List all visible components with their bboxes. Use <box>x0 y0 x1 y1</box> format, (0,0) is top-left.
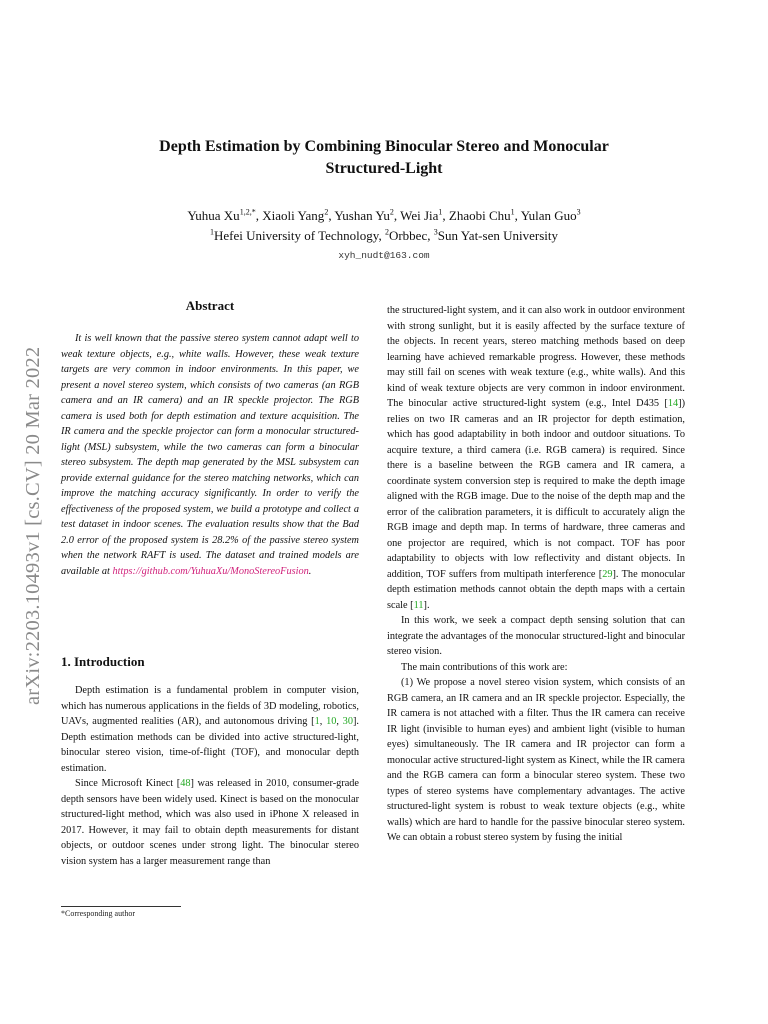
abstract-end: . <box>308 565 312 577</box>
github-link[interactable]: https://github.com/YuhuaXu/MonoStereoFusion <box>112 565 309 577</box>
citation-link[interactable]: 48 <box>180 778 191 789</box>
author: Xiaoli Yang <box>262 208 325 223</box>
affiliation-list: $^1$Hefei University of Technology, $^2$Orbbec, $^3$Sun Yat-sen University <box>210 227 558 243</box>
author-email[interactable]: xyh_nudt@163.com <box>338 250 430 261</box>
arxiv-stamp: arXiv:2203.10493v1 [cs.CV] 20 Mar 2022 <box>22 346 44 705</box>
author-sup: 2 <box>389 207 394 217</box>
right-paragraph-2: In this work, we seek a compact depth sensing solution that can integrate the advantages of the monocular structured-light and binocular stereo vision. <box>387 615 685 657</box>
right-paragraph-1: the structured-light system, and it can also work in outdoor environment with strong sunlight, but it is easily affected by the surface texture of the objects. In recent years, stereo matching methods based on deep learning have achieved remarkable progress. However, these methods may still fail on scenes with weak texture (e.g., white walls). And this kind of weak texture objects are very common in indoor environment. The binocular active structured-light system (e.g., Intel D435 [14]) relies on two IR cameras and an IR projector for depth estimation, which has good adaptability in both indoor and outdoor situations. To acquire texture, a third camera (i.e. RGB camera) is required. Since there is a baseline between the RGB camera and IR camera, a coordinate system conversion step is required to make the depth image aligned with the RGB image. Due to the noise of the depth map and the error of the calibration parameters, it is difficult to accurately align the RGB image and depth map. In terms of hardware, three cameras and one projector are required, which is not compact. TOF has poor adaptability to objects with low reflectivity and distant objects. In addition, TOF suffers from multipath interference [29]. The monocular depth estimation methods cannot obtain the depth maps with a certain scale [11]. <box>387 305 685 611</box>
abstract-body <box>61 331 359 579</box>
right-paragraph-3: The main contributions of this work are: <box>401 661 568 673</box>
author: Yushan Yu <box>334 208 390 223</box>
right-paragraph-4: (1) We propose a novel stereo vision system, which consists of an RGB camera, an IR camera and an IR speckle projector. Especially, the IR camera is not attached with a filter. Thus the IR camera can receive IR light (invisible to human eyes) and ambient light (visible to human eyes) simultaneously. The IR camera and IR projector can form a monocular active structured-light system as Kinect, while the IR camera and the RGB camera can form a binocular stereo system. These two types of stereo systems have complementary advantages. The active structured-light system is robust to weak texture objects (e.g., white walls) which are hard to handle for the passive binocular stereo system. We can obtain a robust stereo system by fusing the initial <box>387 677 685 843</box>
affiliation: Hefei University of Technology <box>214 228 379 243</box>
intro-left-column <box>61 683 359 869</box>
author: Yuhua Xu <box>187 208 240 223</box>
author: Yulan Guo <box>520 208 577 223</box>
intro-paragraph-2: Since Microsoft Kinect [48] was released in 2010, consumer-grade depth sensors have been widely used. Kinect is based on the monocular structured-light method, which was also used in iPhone X released in 2017. However, it may fail to obtain depth measurements for distant objects, or outdoor scenes under strong light. The binocular stereo vision system has a larger measurement range than <box>61 778 359 867</box>
citation-link[interactable]: 29 <box>602 568 613 580</box>
paper-title-line-1: Depth Estimation by Combining Binocular Stereo and Monocular <box>159 138 609 155</box>
affil-sup: 3 <box>433 227 438 237</box>
author-sup: 2 <box>324 207 329 217</box>
author-sup: 1 <box>438 207 443 217</box>
section-heading-introduction: 1. Introduction <box>61 654 145 669</box>
citation-link[interactable]: 14 <box>667 398 679 409</box>
citation-link[interactable]: 11 <box>413 599 424 611</box>
author-list: Yuhua $Xu^{1,2,*}$, Xiaoli Yang$^2$, Yushan Yu$^2$, Wei Jia$^1$, Zhaobi Chu$^1$, Yulan Guo$^3$ <box>187 207 581 223</box>
author-sup: 3 <box>576 207 581 217</box>
footnote-rule <box>61 906 181 907</box>
intro-paragraph-1: Depth estimation is a fundamental problem in computer vision, which has numerous applications in the fields of 3D modeling, robotics, UAVs, augmented realities (AR), and autonomous driving [1, 10, 30]. Depth estimation methods can be divided into active structured-light, binocular stereo vision, time-of-flight (TOF), and monocular depth estimation. <box>61 685 359 774</box>
affiliation: Orbbec <box>388 228 428 243</box>
affil-sup: 1 <box>210 227 215 237</box>
paper-title-line-2: Structured-Light <box>325 160 443 177</box>
abstract-heading: Abstract <box>185 298 235 313</box>
author-sup: 1,2,* <box>239 207 256 217</box>
citation-link[interactable]: 10 <box>326 716 337 727</box>
author-sup: 1 <box>510 207 515 217</box>
right-column <box>387 303 685 846</box>
author: Wei Jia <box>400 208 439 223</box>
citation-link[interactable]: 30 <box>342 716 353 727</box>
affil-sup: 2 <box>384 227 389 237</box>
affiliation: Sun Yat-sen University <box>437 228 558 243</box>
citation-link[interactable]: 1 <box>314 716 320 727</box>
author: Zhaobi Chu <box>448 208 511 223</box>
abstract-text: It is well known that the passive stereo system cannot adapt well to weak texture objects, e.g., white walls. However, these weak texture targets are very common in indoor environments. In this paper, we present a novel stereo system, which consists of two cameras (an RGB camera and an IR camera) and an IR speckle projector. The RGB camera is used both for depth estimation and texture acquisition. The IR camera and the speckle projector can form a monocular structured-light (MSL) subsystem, while the two cameras can form a binocular stereo subsystem. The depth map generated by the MSL subsystem can provide external guidance for the stereo matching networks, which can improve the matching accuracy significantly. In order to verify the effectiveness of the proposed system, we build a prototype and collect a test dataset in indoor scenes. The evaluation results show that the Bad 2.0 error of the proposed system is 28.2% of the passive stereo system when the network RAFT is used. The dataset and trained models are available at <box>61 333 359 577</box>
footnote: *Corresponding author <box>61 909 135 918</box>
